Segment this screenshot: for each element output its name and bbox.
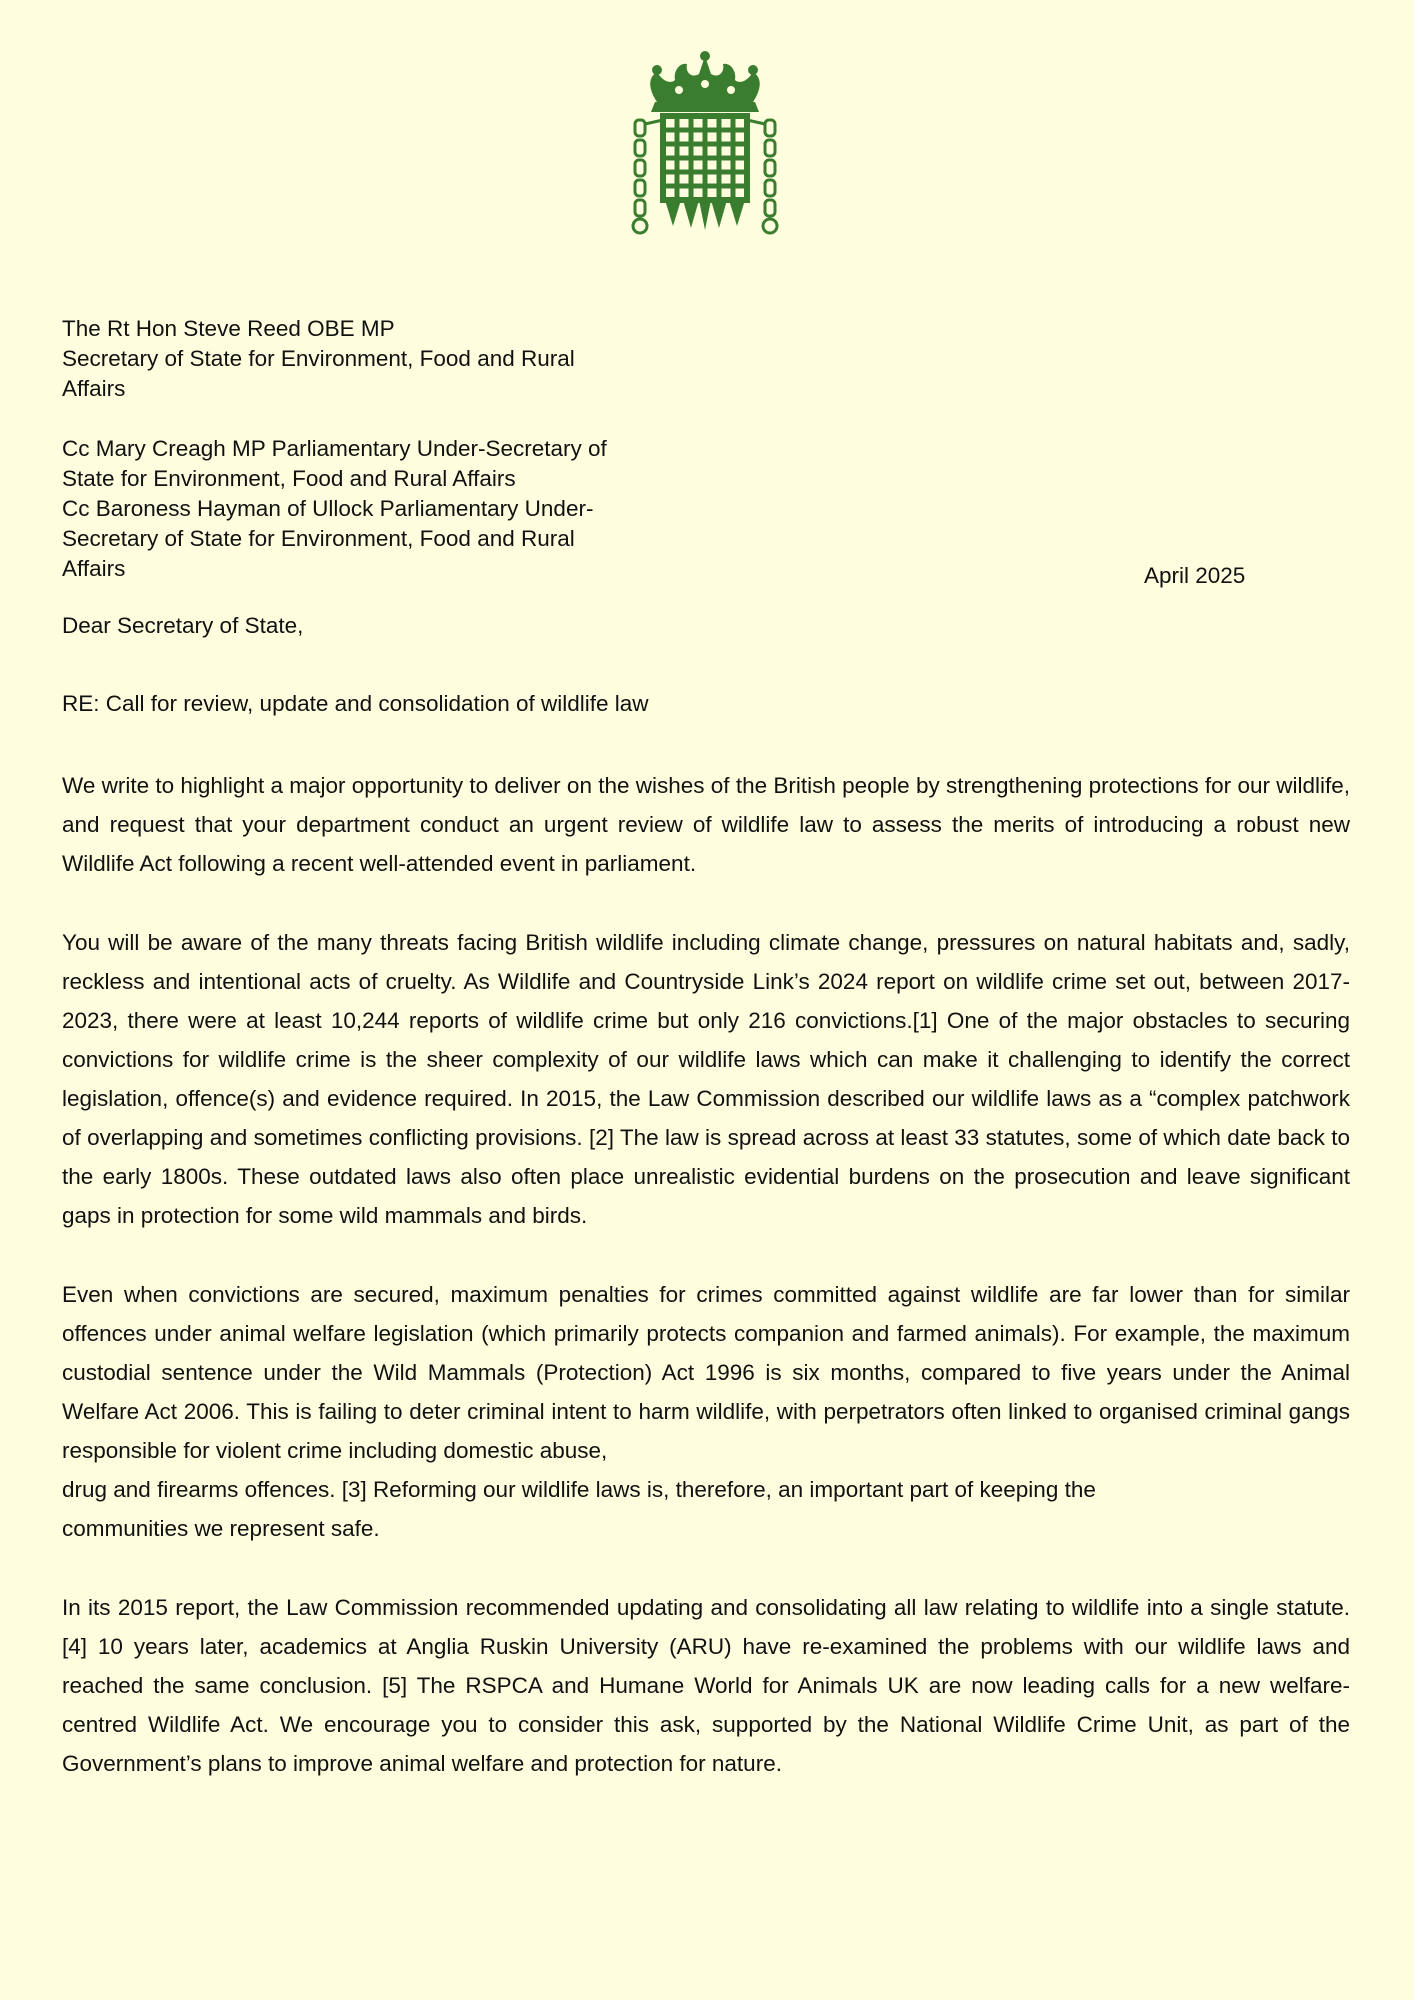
portcullis-crest-icon xyxy=(627,50,783,238)
cc-line: Cc Baroness Hayman of Ullock Parliamentary Under- xyxy=(62,496,594,521)
cc-line: State for Environment, Food and Rural Affairs xyxy=(62,466,516,491)
cc-line: Affairs xyxy=(62,556,126,581)
address-block xyxy=(62,314,682,584)
recipient-title-line: Affairs xyxy=(62,376,126,401)
body-paragraph: We write to highlight a major opportunity to deliver on the wishes of the British people by strengthening protections for our wildlife, and request that your department conduct an urgent review of wildlife law to assess the merits of introducing a robust new Wildlife Act following a recent well-attended event in parliament. xyxy=(62,773,1350,876)
cc-line: Secretary of State for Environment, Food and Rural xyxy=(62,526,575,551)
body-paragraph-part: Even when convictions are secured, maximum penalties for crimes committed against wildlife are far lower than for similar offences under animal welfare legislation (which primarily protects companion and farmed animals). For example, the maximum custodial sentence under the Wild Mammals (Protection) Act 1996 is six months, compared to five years under the Animal Welfare Act 2006. This is failing to deter criminal intent to harm wildlife, with perpetrators often linked to organised criminal gangs responsible for violent crime including domestic abuse, xyxy=(62,1282,1350,1463)
letter-date: April 2025 xyxy=(1144,563,1246,588)
body-paragraph-part: drug and firearms offences. [3] Reforming our wildlife laws is, therefore, an important part of keeping the xyxy=(62,1477,1096,1502)
recipient-name: The Rt Hon Steve Reed OBE MP xyxy=(62,316,395,341)
body-paragraph: In its 2015 report, the Law Commission recommended updating and consolidating all law relating to wildlife into a single statute. [4] 10 years later, academics at Anglia Ruskin University (ARU) have re-examined the problems with our wildlife laws and reached the same conclusion. [5] The RSPCA and Humane World for Animals UK are now leading calls for a new welfare-centred Wildlife Act. We encourage you to consider this ask, supported by the National Wildlife Crime Unit, as part of the Government’s plans to improve animal welfare and protection for nature. xyxy=(62,1595,1350,1776)
spacer xyxy=(62,404,682,434)
letter-body xyxy=(62,766,1350,1823)
subject-line: RE: Call for review, update and consolidation of wildlife law xyxy=(62,691,649,716)
salutation: Dear Secretary of State, xyxy=(62,613,304,638)
body-paragraph: You will be aware of the many threats facing British wildlife including climate change, pressures on natural habitats and, sadly, reckless and intentional acts of cruelty. As Wildlife and Countryside Link’s 2024 report on wildlife crime set out, between 2017-2023, there were at least 10,244 reports of wildlife crime but only 216 convictions.[1] One of the major obstacles to securing convictions for wildlife crime is the sheer complexity of our wildlife laws which can make it challenging to identify the correct legislation, offence(s) and evidence required. In 2015, the Law Commission described our wildlife laws as a “complex patchwork of overlapping and sometimes conflicting provisions. [2] The law is spread across at least 33 statutes, some of which date back to the early 1800s. These outdated laws also often place unrealistic evidential burdens on the prosecution and leave significant gaps in protection for some wild mammals and birds. xyxy=(62,930,1350,1228)
recipient-title-line: Secretary of State for Environment, Food and Rural xyxy=(62,346,575,371)
body-paragraph-part: communities we represent safe. xyxy=(62,1516,380,1541)
cc-line: Cc Mary Creagh MP Parliamentary Under-Secretary of xyxy=(62,436,607,461)
body-paragraph xyxy=(62,1275,1350,1548)
